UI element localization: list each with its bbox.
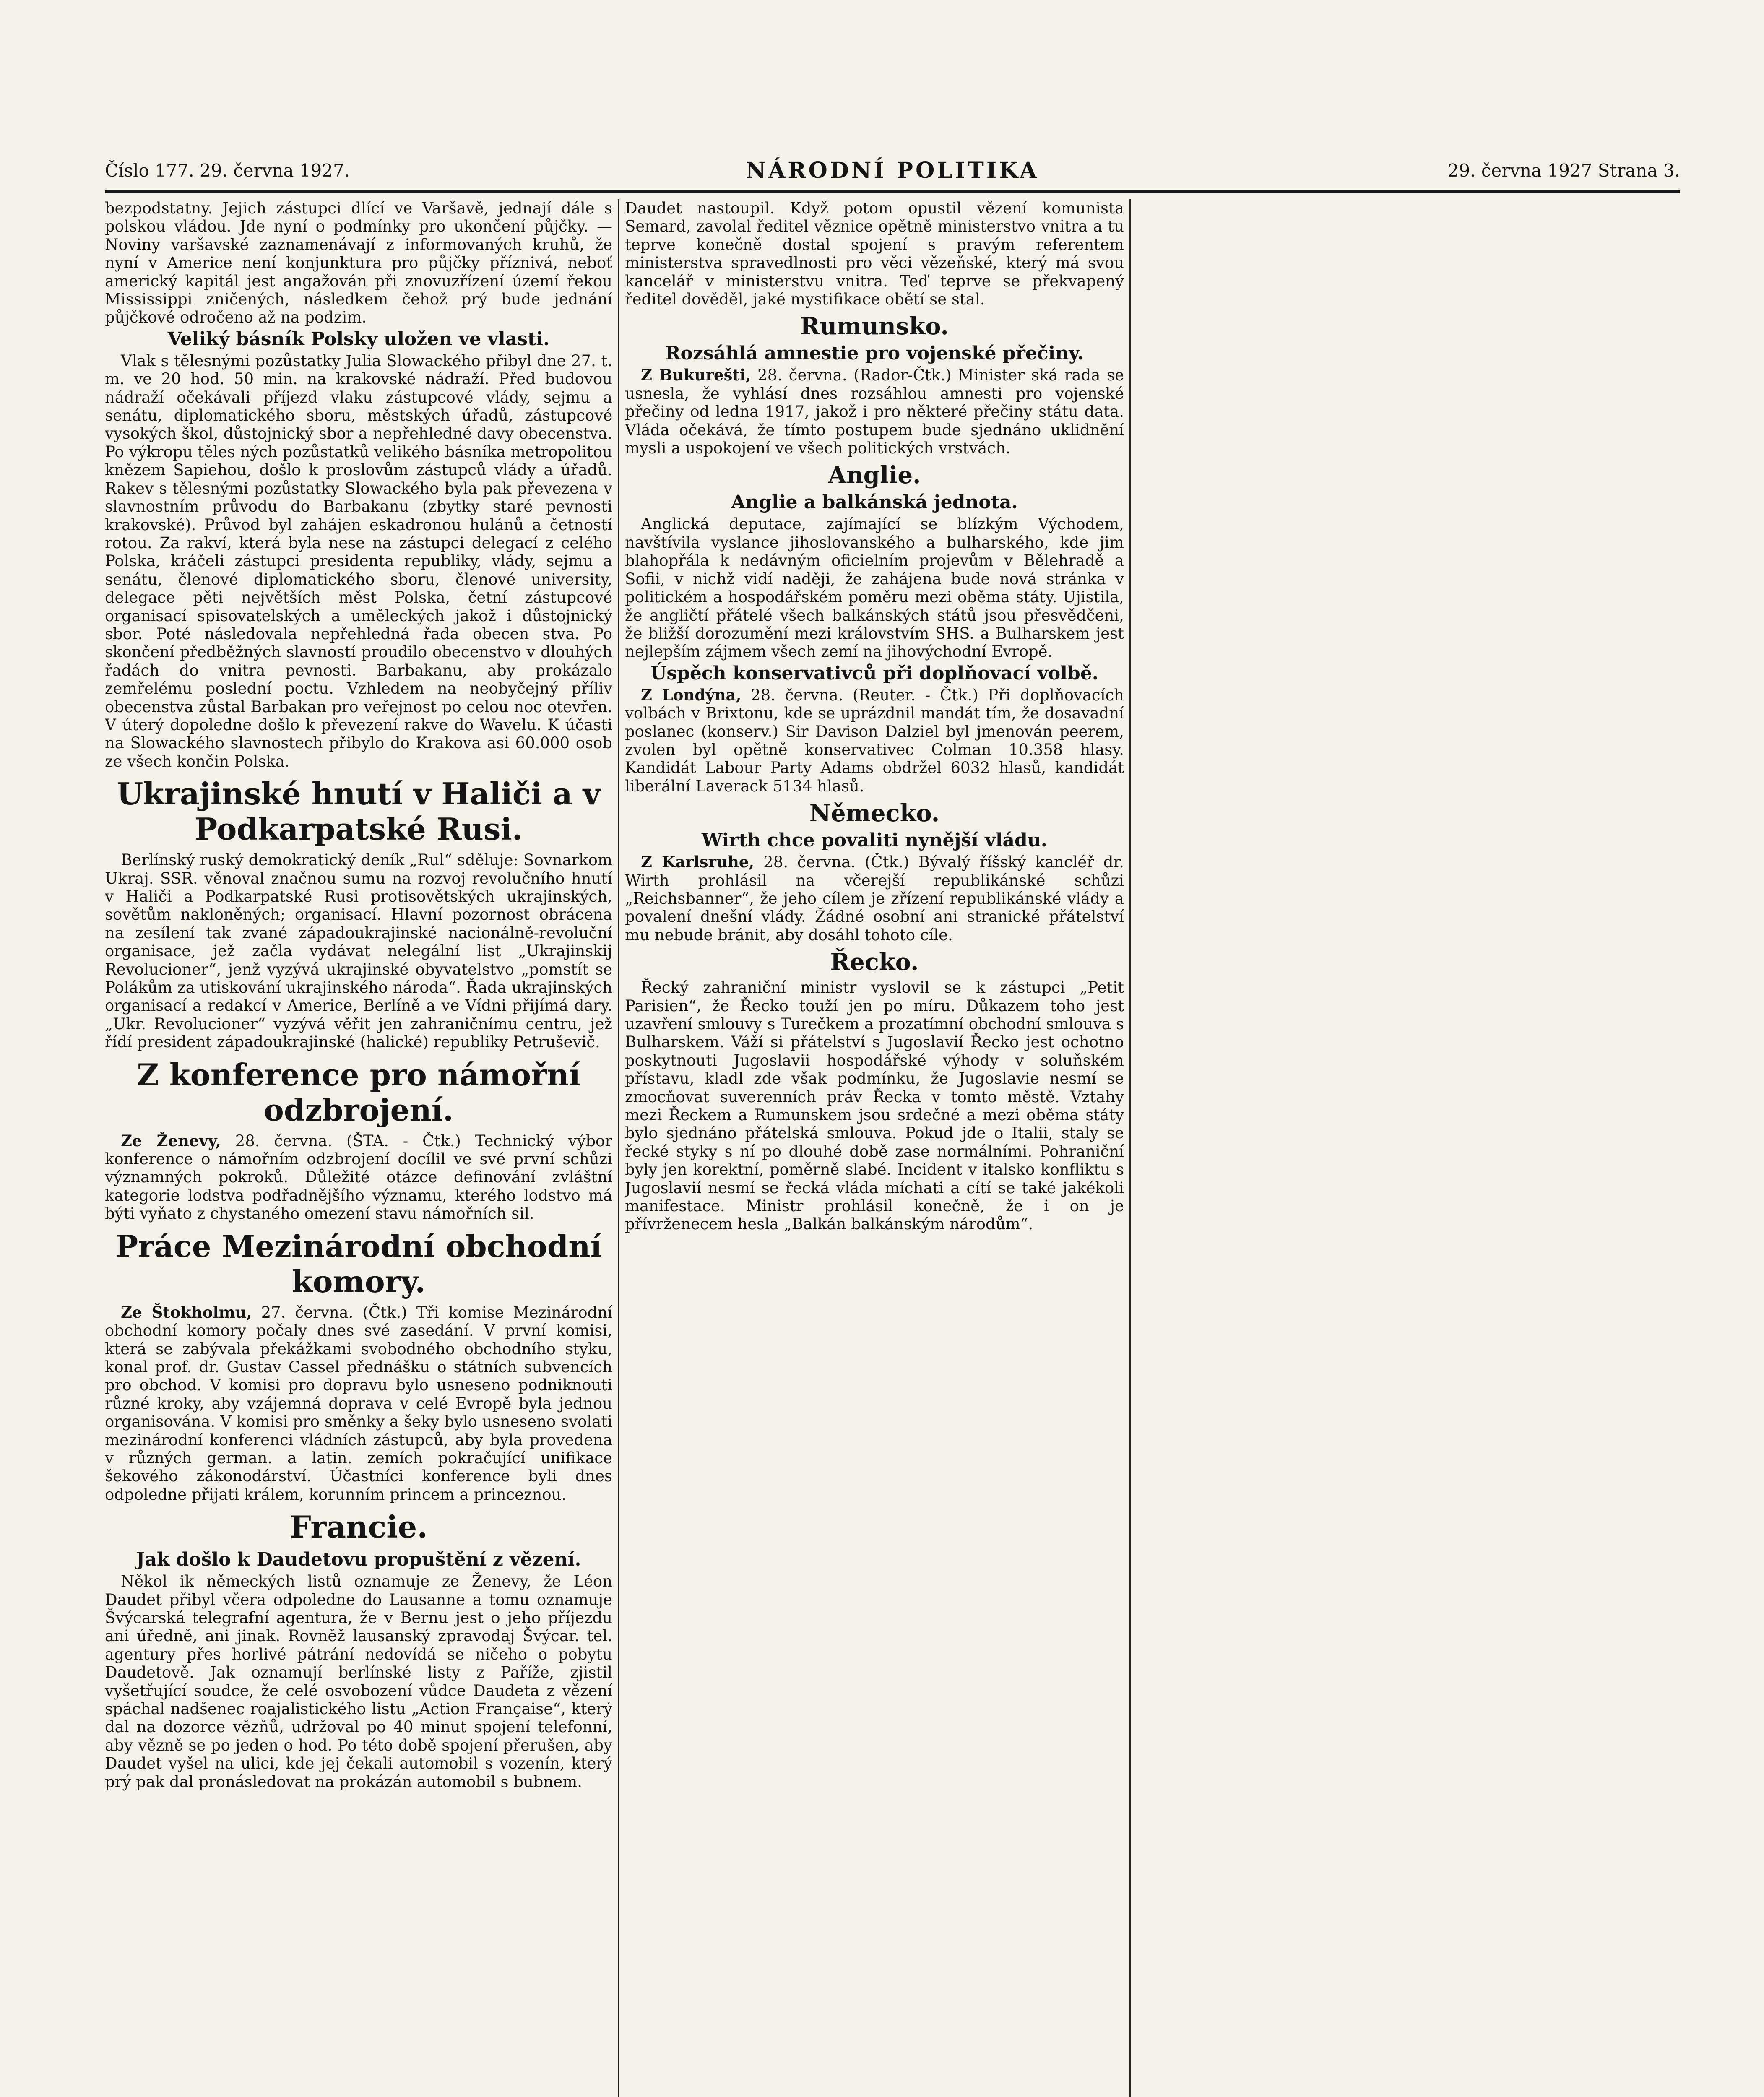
column-rule [1129, 199, 1131, 2097]
article-headline: Wirth chce povaliti nynější vládu. [701, 830, 1048, 851]
article-text: Vlak s tělesnými pozůstatky Julia Slowackého přibyl dne 27. t. m. ve 20 hod. 50 min. na krakovské nádraží. Před budovou nádraží očekávali příjezd vlaku zástupcové vlády, sejmu a senátu, diplomatického sboru, městských úřadů, zástupcové vysokých škol, důstojnický sbor a nepřehledné davy obecenstva. Po výkropu těles ných pozůstatků velikého básníka metropolitou knězem Sapiehou, došlo k proslovům zástupců vlády a úřadů. Rakev s tělesnými pozůstatky Slowackého byla pak převezena v slavnostním průvodu do Barbakanu (zbytky staré pevnosti krakovské). Průvod byl zahájen eskadronou hulánů a četností rotou. Za rakví, která byla nese na zástupci delegací z celého Polska, kráčeli zástupci presidenta republiky, vlády, sejmu a senátu, členové diplomatického sboru, členové university, delegace pěti největších měst Polska, četní zástupcové organisací spisovatelských a uměleckých jakož i důstojnický sbor. Poté následovala nepřehledná řada obecen stva. Po skončení předběžných slavností proudilo obecenstvo v dlouhých řadách do vnitra pevnosti. Barbakanu, aby prokázalo zemřelému poslední poctu. Vzhledem na neobyčejný příliv obecenstva zůstal Barbakan pro veřejnost po celou noc otevřen. V úterý dopoledne došlo k převezení rakve do Wavelu. K účasti na Slowackého slavnostech přibylo do Krakova asi 60.000 osob ze všech končin Polska. [105, 351, 612, 770]
article-headline: Práce Mezinárodní obchodní komory. [115, 1228, 602, 1299]
section-headline: Anglie. [828, 461, 921, 489]
article-text: 28. června. (Reuter. - Čtk.) Při doplňovacích volbách v Brixtonu, kde se uprázdnil mandát tím, že dosavadní poslanec (konserv.) Sir Davison Dalziel byl jmenován peerem, zvolen byl opětně konservativec Colman 10.358 hlasy. Kandidát Labour Party Adams obdržel 6032 hlasů, kandidát liberální Laverack 5134 hlasů. [625, 686, 1124, 795]
masthead: NÁRODNÍ POLITIKA [746, 158, 1039, 183]
section-headline: Francie. [289, 1509, 428, 1545]
article-text: bezpodstatny. Jejich zástupci dlící ve Varšavě, jednají dále s polskou vládou. Jde nyní o podmínky pro ukončení půjčky. — Noviny varšavské zaznamenávají z informovaných kruhů, že nyní v Americe není konjunktura pro půjčky příznivá, neboť americký kapitál jest angažován při znovuzřízení území řekou Mississippi zničených, následkem čehož prý bude jednání půjčkové odročeno až na podzim. [105, 199, 612, 327]
section-headline: Řecko. [830, 948, 919, 976]
article-text: Řecký zahraniční ministr vyslovil se k zástupci „Petit Parisien“, že Řecko touží jen po míru. Důkazem toho jest uzavření smlouvy s Turečkem a prozatímní obchodní smlouva s Bulharskem. Váží si přátelství s Jugoslavií Řecko jest ochotno poskytnouti Jugoslavii hospodářské výhody v soluňském přístavu, kladl zde však podmínku, že Jugoslavie nesmí se zmocňovat suverenních práv Řecka v tomto městě. Vztahy mezi Řeckem a Rumunskem jsou srdečné a mezi oběma státy bylo sjednáno přátelská smlouva. Pokud jde o Italii, staly se řecké styky s ní po dlouhé době zase normálními. Pohraniční byly jen korektní, poměrně slabé. Incident v italsko konfliktu s Jugoslavií nesmí se řecká vláda míchati a cítí se také jakékoli manifestace. Ministr prohlásil konečně, že i on je přívrženecem hesla „Balkán balkánským národům“. [625, 978, 1124, 1233]
issue-number: Číslo 177. 29. června 1927. [105, 160, 350, 181]
article-headline: Anglie a balkánská jednota. [731, 492, 1018, 513]
page-number: 29. června 1927 Strana 3. [1447, 160, 1680, 181]
page-header [105, 156, 1680, 193]
article-headline: Rozsáhlá amnestie pro vojenské přečiny. [665, 343, 1084, 364]
article-headline: Z konference pro námořní odzbrojení. [137, 1056, 580, 1128]
article-text: Někol ik německých listů oznamuje ze Ženevy, že Léon Daudet přibyl včera odpoledne do Lausanne a tomu oznamuje Švýcarská telegrafní agentura, že v Bernu jest o jeho příjezdu ani úředně, ani jinak. Rovněž lausanský zpravodaj Švýcar. tel. agentury přes horlivé pátrání nedovídá se ničeho o pobytu Daudetově. Jak oznamují berlínské listy z Paříže, zjistil vyšetřující soudce, že celé osvobození vůdce Daudeta z vězení spáchal nadšenec roajalistického listu „Action Française“, který dal na dozorce vězňů, udržoval po 40 minut spojení telefonní, aby vězně se po jeden o hod. Po této době spojení přerušen, aby Daudet vyšel na ulici, kde jej čekali automobil s vozenín, který prý pak dal pronásledovat na prokázán automobil s bubnem. [105, 1572, 612, 1791]
article-headline: Veliký básník Polsky uložen ve vlasti. [167, 328, 550, 350]
dateline: Z Bukurešti, [641, 366, 751, 385]
article-headline: Jak došlo k Daudetovu propuštění z vězení. [136, 1549, 581, 1571]
article-text: Daudet nastoupil. Když potom opustil vězení komunista Semard, zavolal ředitel věznice opětně ministerstvo vnitra a tu teprve konečně dostal spojení s pravým referentem ministerstva spravedlnosti pro věci vězeňské, který má svou kancelář v ministerstvu vnitra. Teď teprve se překvapený ředitel dověděl, jaké mystifikace obětí se stal. [625, 199, 1124, 309]
section-headline: Rumunsko. [800, 312, 949, 341]
article-text: Berlínský ruský demokratický deník „Rul“ sděluje: Sovnarkom Ukraj. SSR. věnoval značnou sumu na rozvoj revolučního hnutí v Haliči a Podkarpatské Rusi protisovětských ukrajinských, sovětům nakloněných; organisací. Hlavní pozornost obrácena na zesílení tak zvané západoukrajinské nacionálně-revoluční organisace, jež začla vydávat nelegální list „Ukrajinskij Revolucioner“, jenž vyzývá ukrajinské obyvatelstvo „pomstít se Polákům za utiskování ukrajinského národa“. Řada ukrajinských organisací a redakcí v Americe, Berlíně a ve Vídni přijímá dary. „Ukr. Revolucioner“ vyzývá věřit jen zahraničnímu centru, jež řídí president západoukrajinské (halické) republiky Petruševič. [105, 851, 612, 1051]
column-rule [618, 199, 619, 2097]
dateline: Ze Ženevy, [121, 1131, 221, 1150]
article-text: Anglická deputace, zajímající se blízkým Východem, navštívila vyslance jihoslovanského a bulharského, kde jim blahopřála k nedávným oficielním projevům v Bělehradě a Sofii, v nichž vidí naději, že zahájena bude nová stránka v politickém a hospodářském poměru mezi oběma státy. Ujistila, že angličtí přátelé všech balkánských států jsou přesvědčeni, že bližší dorozumění mezi královstvím SHS. a Bulharskem jest nejlepším zájmem všech zemí na jihovýchodní Evropě. [625, 515, 1124, 661]
article-text: 27. června. (Čtk.) Tři komise Mezinárodní obchodní komory počaly dnes své zasedání. V první komisi, která se zabývala překážkami svobodného obchodního styku, konal prof. dr. Gustav Cassel přednášku o státních subvencích pro obchod. V komisi pro dopravu bylo usneseno podniknouti různé kroky, aby vzájemná doprava v celé Evropě byla jednou organisována. V komisi pro směnky a šeky bylo usneseno svolati mezinárodní konferenci vládních zástupců, aby byla provedena v různých german. a latin. zemích pokračující unifikace šekového zákonodárství. Účastníci konference byli dnes odpoledne přijati králem, korunním princem a princeznou. [105, 1303, 612, 1504]
dateline: Z Karlsruhe, [641, 853, 755, 872]
article-headline: Ukrajinské hnutí v Haliči a v Podkarpatské Rusi. [117, 776, 601, 847]
dateline: Z Londýna, [641, 685, 742, 704]
article-headline: Úspěch konservativců při doplňovací volbě. [650, 662, 1099, 684]
column-1 [105, 199, 612, 2097]
column-2 [625, 199, 1124, 2097]
dateline: Ze Štokholmu, [121, 1303, 252, 1322]
article-text: 28. června. (Čtk.) Bývalý říšský kancléř dr. Wirth prohlásil na včerejší republikánské schůzi „Reichsbanner“, že jeho cílem je zřízení republikánské vlády a povalení dnešní vlády. Žádné osobní ani stranické přátelství mu nebude bránit, aby dosáhl tohoto cíle. [625, 853, 1124, 944]
article-text: 28. června. (Rador-Čtk.) Minister ská rada se usnesla, že vyhlásí dnes rozsáhlou amnesti pro vojenské přečiny od ledna 1917, jakož i pro některé přečiny státu data. Vláda očekává, že tímto postupem bude sjednáno uklidnění mysli a uspokojení ve všech politických vrstvách. [625, 366, 1124, 458]
section-headline: Německo. [809, 799, 940, 827]
article-text: 28. června. (ŠTA. - Čtk.) Technický výbor konference o námořním odzbrojení docílil ve své první schůzi významných pokroků. Důležité otázce definování zvláštní kategorie lodstva podřadnějšího významu, kterého lodstvo má býti vyňato z chystaného omezení stavu námořních sil. [105, 1132, 612, 1223]
